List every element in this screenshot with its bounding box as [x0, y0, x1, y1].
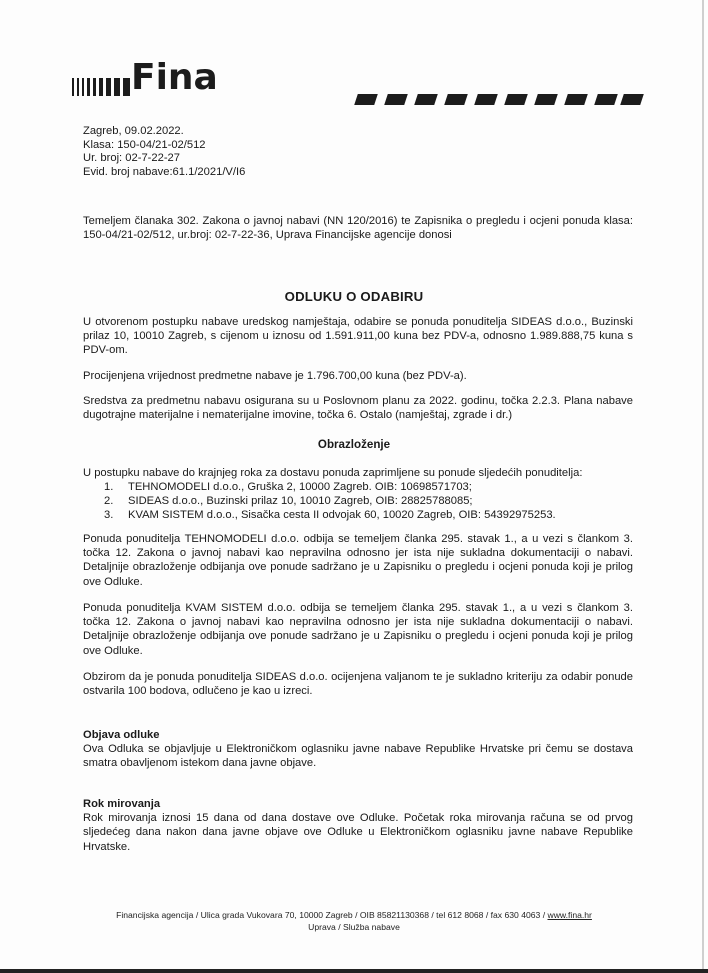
decorative-dashes — [356, 94, 638, 108]
paragraph-sideas: Obzirom da je ponuda ponuditelja SIDEAS d.o.o. ocijenjena valjanom te je sukladno kriteriju za odabir ponude ostvarila 100 bodova, odlučeno je kao u izreci. — [83, 671, 633, 698]
meta-klasa: Klasa: 150-04/21-02/512 — [83, 138, 206, 151]
paragraph-estimate: Procijenjena vrijednost predmetne nabave je 1.796.700,00 kuna (bez PDV-a). — [83, 370, 467, 382]
rok-heading: Rok mirovanja — [83, 798, 161, 810]
page-footer — [0, 909, 708, 933]
document-meta — [83, 125, 245, 179]
objava-text: Ova Odluka se objavljuje u Elektroničkom oglasniku javne nabave Republike Hrvatske pri čemu se dostava smatra obavljenom istekom dana javne objave. — [83, 743, 633, 770]
fina-logo-stripes-icon — [72, 78, 132, 96]
objava-heading: Objava odluke — [83, 729, 160, 741]
rok-text: Rok mirovanja iznosi 15 dana od dana dostave ove Odluke. Početak roka mirovanja računa se od prvog sljedećeg dana nakon dana javne objave ove Odluke u Elektroničkom oglasniku javne nabave Republike Hrvatske. — [83, 812, 633, 853]
footer-line1: Financijska agencija / Ulica grada Vukovara 70, 10000 Zagreb / OIB 85821130368 / tel 612 8068 / fax 630 4063 / www.fina.hr — [116, 910, 592, 920]
list-item: 2. SIDEAS d.o.o., Buzinski prilaz 10, 10010 Zagreb, OIB: 28825788085; — [104, 495, 473, 508]
list-item: 3. KVAM SISTEM d.o.o., Sisačka cesta II odvojak 60, 10020 Zagreb, OIB: 54392975253. — [104, 509, 556, 522]
obrazlozenje-lead: U postupku nabave do krajnjeg roka za dostavu ponuda zaprimljene su ponude sljedećih ponuditelja: — [83, 467, 583, 479]
paragraph-selection: U otvorenom postupku nabave uredskog namještaja, odabire se ponuda ponuditelja SIDEAS d.o.o., Buzinski prilaz 10, 10010 Zagreb, s cijenom u iznosu od 1.591.911,00 kuna bez PDV-a, odnosno 1.989.888,75 kuna s PDV-om. — [83, 316, 633, 357]
paragraph-tehnomodeli: Ponuda ponuditelja TEHNOMODELI d.o.o. odbija se temeljem članka 295. stavak 1., a u vezi s člankom 3. točka 12. Zakona o javnoj nabavi kao nepravilna odnosno jer ista nije sukladna dokumentaciji o nabavi. Detaljnije obrazloženje odbijanja ove ponude sadržano je u Zapisniku o pregledu i ocjeni ponuda koji je prilog ove Odluke. — [83, 533, 633, 588]
footer-line2: Uprava / Služba nabave — [308, 922, 400, 932]
page-bottom-border — [0, 969, 708, 973]
meta-evid: Evid. broj nabave:61.1/2021/V/I6 — [83, 165, 246, 178]
paragraph-funding: Sredstva za predmetnu nabavu osigurana su u Poslovnom planu za 2022. godinu, točka 2.2.3. Plana nabave dugotrajne materijalne i nematerijalne imovine, točka 6. Ostalo (namještaj, zgrade i dr.) — [83, 395, 633, 422]
paragraph-kvam: Ponuda ponuditelja KVAM SISTEM d.o.o. odbija se temeljem članka 295. stavak 1., a u vezi s člankom 3. točka 12. Zakona o javnoj nabavi kao nepravilna odnosno jer ista nije sukladna dokumentaciji o nabavi. Detaljnije obrazloženje odbijanja ove ponude sadržano je u Zapisniku o pregledu i ocjeni ponuda koji je prilog ove Odluke. — [83, 602, 633, 657]
intro-paragraph: Temeljem članaka 302. Zakona o javnoj nabavi (NN 120/2016) te Zapisnika o pregledu i ocjeni ponuda klasa: 150-04/21-02/512, ur.broj: 02-7-22-36, Uprava Financijske agencije donosi — [83, 215, 633, 242]
obrazlozenje-heading: Obrazloženje — [317, 438, 391, 451]
bidders-list — [104, 480, 556, 523]
page-edge-divider — [702, 0, 704, 973]
list-item: 1. TEHNOMODELI d.o.o., Gruška 2, 10000 Zagreb. OIB: 10698571703; — [104, 481, 472, 493]
fina-website-link[interactable]: www.fina.hr — [547, 910, 592, 920]
fina-logo: Fina — [131, 57, 218, 98]
objava-section — [83, 728, 633, 771]
meta-urbroj: Ur. broj: 02-7-22-27 — [83, 152, 181, 165]
rok-section — [83, 797, 633, 854]
document-title: ODLUKU O ODABIRU — [284, 289, 424, 304]
meta-date: Zagreb, 09.02.2022. — [83, 125, 184, 137]
